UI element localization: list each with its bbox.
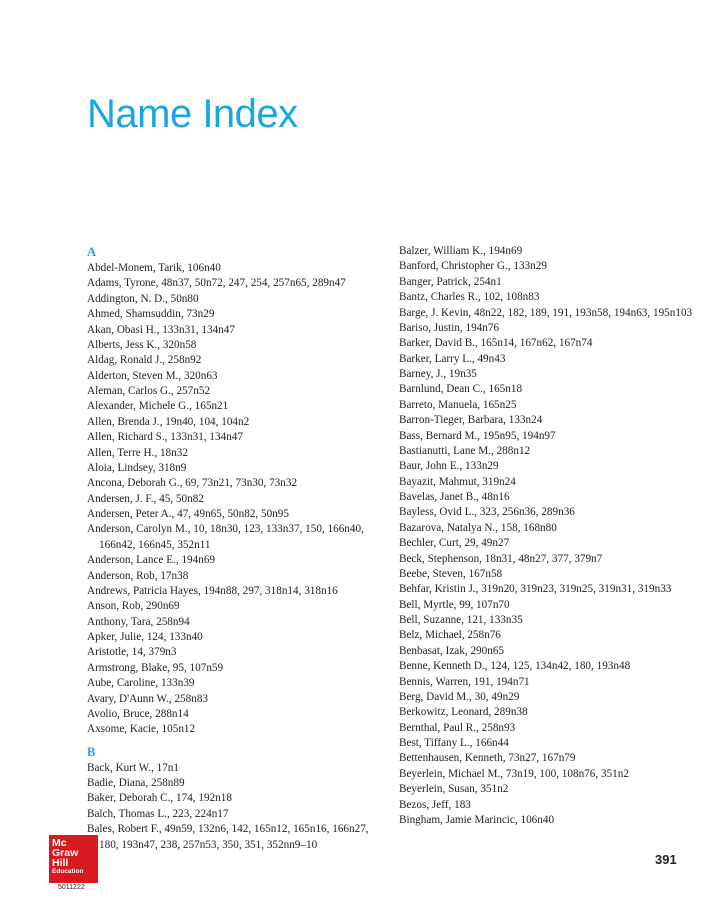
index-entry: Benne, Kenneth D., 124, 125, 134n42, 180, 193n48: [399, 660, 631, 673]
index-entry: Aube, Caroline, 133n39: [87, 677, 195, 690]
index-entry: Anderson, Lance E., 194n69: [87, 554, 216, 567]
index-entry: Bantz, Charles R., 102, 108n83: [399, 291, 540, 304]
index-entry: Bavelas, Janet B., 48n16: [399, 491, 510, 503]
index-entry: Beyerlein, Susan, 351n2: [399, 783, 509, 796]
index-entry: Bayazit, Mahmut, 319n24: [399, 475, 516, 488]
index-entry: Balzer, William K., 194n69: [399, 245, 523, 257]
index-list-right: [399, 244, 719, 828]
index-entry: Aldag, Ronald J., 258n92: [87, 354, 202, 367]
index-entry: Behfar, Kristin J., 319n20, 319n23, 319n25, 319n31, 319n33: [399, 583, 672, 596]
page-title: Name Index: [87, 92, 298, 136]
index-entry: Alberts, Jess K., 320n58: [87, 338, 197, 351]
index-column-left: [87, 244, 387, 853]
index-entry: Andersen, J. F., 45, 50n82: [87, 492, 204, 505]
index-entry: Armstrong, Blake, 95, 107n59: [87, 661, 224, 674]
index-entry: Akan, Obasi H., 133n31, 134n47: [87, 323, 235, 336]
index-entry: Alderton, Steven M., 320n63: [87, 369, 218, 382]
index-entry: Anson, Rob, 290n69: [87, 600, 180, 613]
index-entry: Bettenhausen, Kenneth, 73n27, 167n79: [399, 752, 576, 765]
page-number: 391: [655, 852, 677, 867]
index-entry: Barreto, Manuela, 165n25: [399, 398, 517, 411]
index-entry: Bazarova, Natalya N., 158, 168n80: [399, 521, 557, 534]
index-entry: Barker, David B., 165n14, 167n62, 167n74: [399, 337, 593, 350]
index-entry: Barnlund, Dean C., 165n18: [399, 383, 523, 396]
index-entry: Avary, D'Aunn W., 258n83: [87, 692, 209, 705]
index-entry: Adams, Tyrone, 48n37, 50n72, 247, 254, 257n65, 289n47: [87, 277, 346, 290]
index-entry: Andersen, Peter A., 47, 49n65, 50n82, 50n95: [87, 508, 289, 520]
index-entry: Barker, Larry L., 49n43: [399, 352, 506, 365]
index-entry: Beebe, Steven, 167n58: [399, 567, 503, 580]
index-entry: Ancona, Deborah G., 69, 73n21, 73n30, 73n32: [87, 477, 298, 490]
logo-line-1: Mc: [52, 837, 67, 849]
index-entry: Barge, J. Kevin, 48n22, 182, 189, 191, 193n58, 194n63, 195n103: [399, 306, 693, 319]
index-entry: Bayless, Ovid L., 323, 256n36, 289n36: [399, 506, 575, 519]
logo-line-4: Education: [52, 868, 84, 875]
index-entry: Avolio, Bruce, 288n14: [87, 707, 189, 720]
index-column-right: [399, 244, 719, 828]
index-entry: Banford, Christopher G., 133n29: [399, 260, 547, 273]
index-entry: Aristotle, 14, 379n3: [87, 646, 177, 659]
index-entry: Benbasat, Izak, 290n65: [399, 644, 505, 657]
index-entry: Bernthal, Paul R., 258n93: [399, 721, 516, 734]
index-entry: Anthony, Tara, 258n94: [87, 615, 190, 628]
index-entry: Bennis, Warren, 191, 194n71: [399, 675, 530, 688]
index-entry: Anderson, Carolyn M., 10, 18n30, 123, 133n37, 150, 166n40, 166n42, 166n45, 352n11: [87, 523, 364, 551]
index-entry: Bezos, Jeff, 183: [399, 798, 471, 811]
index-entry: Barron-Tieger, Barbara, 133n24: [399, 414, 543, 427]
section-letter-a: A: [87, 245, 97, 259]
index-entry: Andrews, Patricia Hayes, 194n88, 297, 318n14, 318n16: [87, 584, 338, 597]
logo-line-2: Graw: [52, 847, 79, 859]
index-entry: Allen, Richard S., 133n31, 134n47: [87, 431, 243, 444]
index-entry: Bell, Myrtle, 99, 107n70: [399, 598, 510, 611]
index-entry: Berg, David M., 30, 49n29: [399, 690, 520, 703]
index-entry: Barney, J., 19n35: [399, 368, 477, 380]
index-entry: Ahmed, Shamsuddin, 73n29: [87, 308, 215, 321]
logo-line-3: Hill: [52, 857, 69, 869]
section-letter-b: B: [87, 744, 96, 759]
index-entry: Banger, Patrick, 254n1: [399, 275, 502, 288]
index-entry: Aloia, Lindsey, 318n9: [87, 461, 187, 474]
index-entry: Badie, Diana, 258n89: [87, 777, 185, 789]
index-entry: Addington, N. D., 50n80: [87, 292, 199, 305]
index-entry: Alexander, Michele G., 165n21: [87, 400, 229, 413]
index-entry: Berkowitz, Leonard, 289n38: [399, 706, 528, 719]
index-entry: Allen, Terre H., 18n32: [87, 446, 188, 459]
index-entry: Belz, Michael, 258n76: [399, 629, 501, 642]
index-entry: Baur, John E., 133n29: [399, 460, 499, 473]
index-entry: Abdel-Monem, Tarik, 106n40: [87, 262, 221, 274]
index-entry: Bass, Bernard M., 195n95, 194n97: [399, 429, 556, 442]
index-entry: Beyerlein, Michael M., 73n19, 100, 108n76, 351n2: [399, 767, 629, 780]
index-entry: Back, Kurt W., 17n1: [87, 761, 179, 774]
index-entry: Bechler, Curt, 29, 49n27: [399, 537, 510, 550]
publisher-logo: [49, 835, 98, 883]
index-entry: Bell, Suzanne, 121, 133n35: [399, 614, 523, 626]
index-entry: Bales, Robert F., 49n59, 132n6, 142, 165n12, 165n16, 166n27, 180, 193n47, 238, 257n53, 350, 351, 352nn9–10: [87, 823, 369, 851]
index-entry: Beck, Stephenson, 18n31, 48n27, 377, 379n7: [399, 552, 603, 565]
index-entry: Balch, Thomas L., 223, 224n17: [87, 807, 229, 820]
index-list-a: [87, 261, 387, 738]
index-entry: Apker, Julie, 124, 133n40: [87, 631, 203, 643]
index-entry: Anderson, Rob, 17n38: [87, 569, 189, 582]
index-entry: Bastianutti, Lane M., 288n12: [399, 444, 531, 457]
document-code: 5011222: [58, 884, 85, 891]
index-entry: Axsome, Kacie, 105n12: [87, 723, 196, 736]
index-list-b: [87, 761, 387, 853]
index-entry: Bingham, Jamie Marincic, 106n40: [399, 813, 555, 826]
index-entry: Baker, Deborah C., 174, 192n18: [87, 792, 232, 805]
index-entry: Aleman, Carlos G., 257n52: [87, 385, 211, 397]
index-entry: Best, Tiffany L., 166n44: [399, 737, 509, 749]
index-entry: Allen, Brenda J., 19n40, 104, 104n2: [87, 415, 250, 428]
index-entry: Bariso, Justin, 194n76: [399, 321, 500, 334]
